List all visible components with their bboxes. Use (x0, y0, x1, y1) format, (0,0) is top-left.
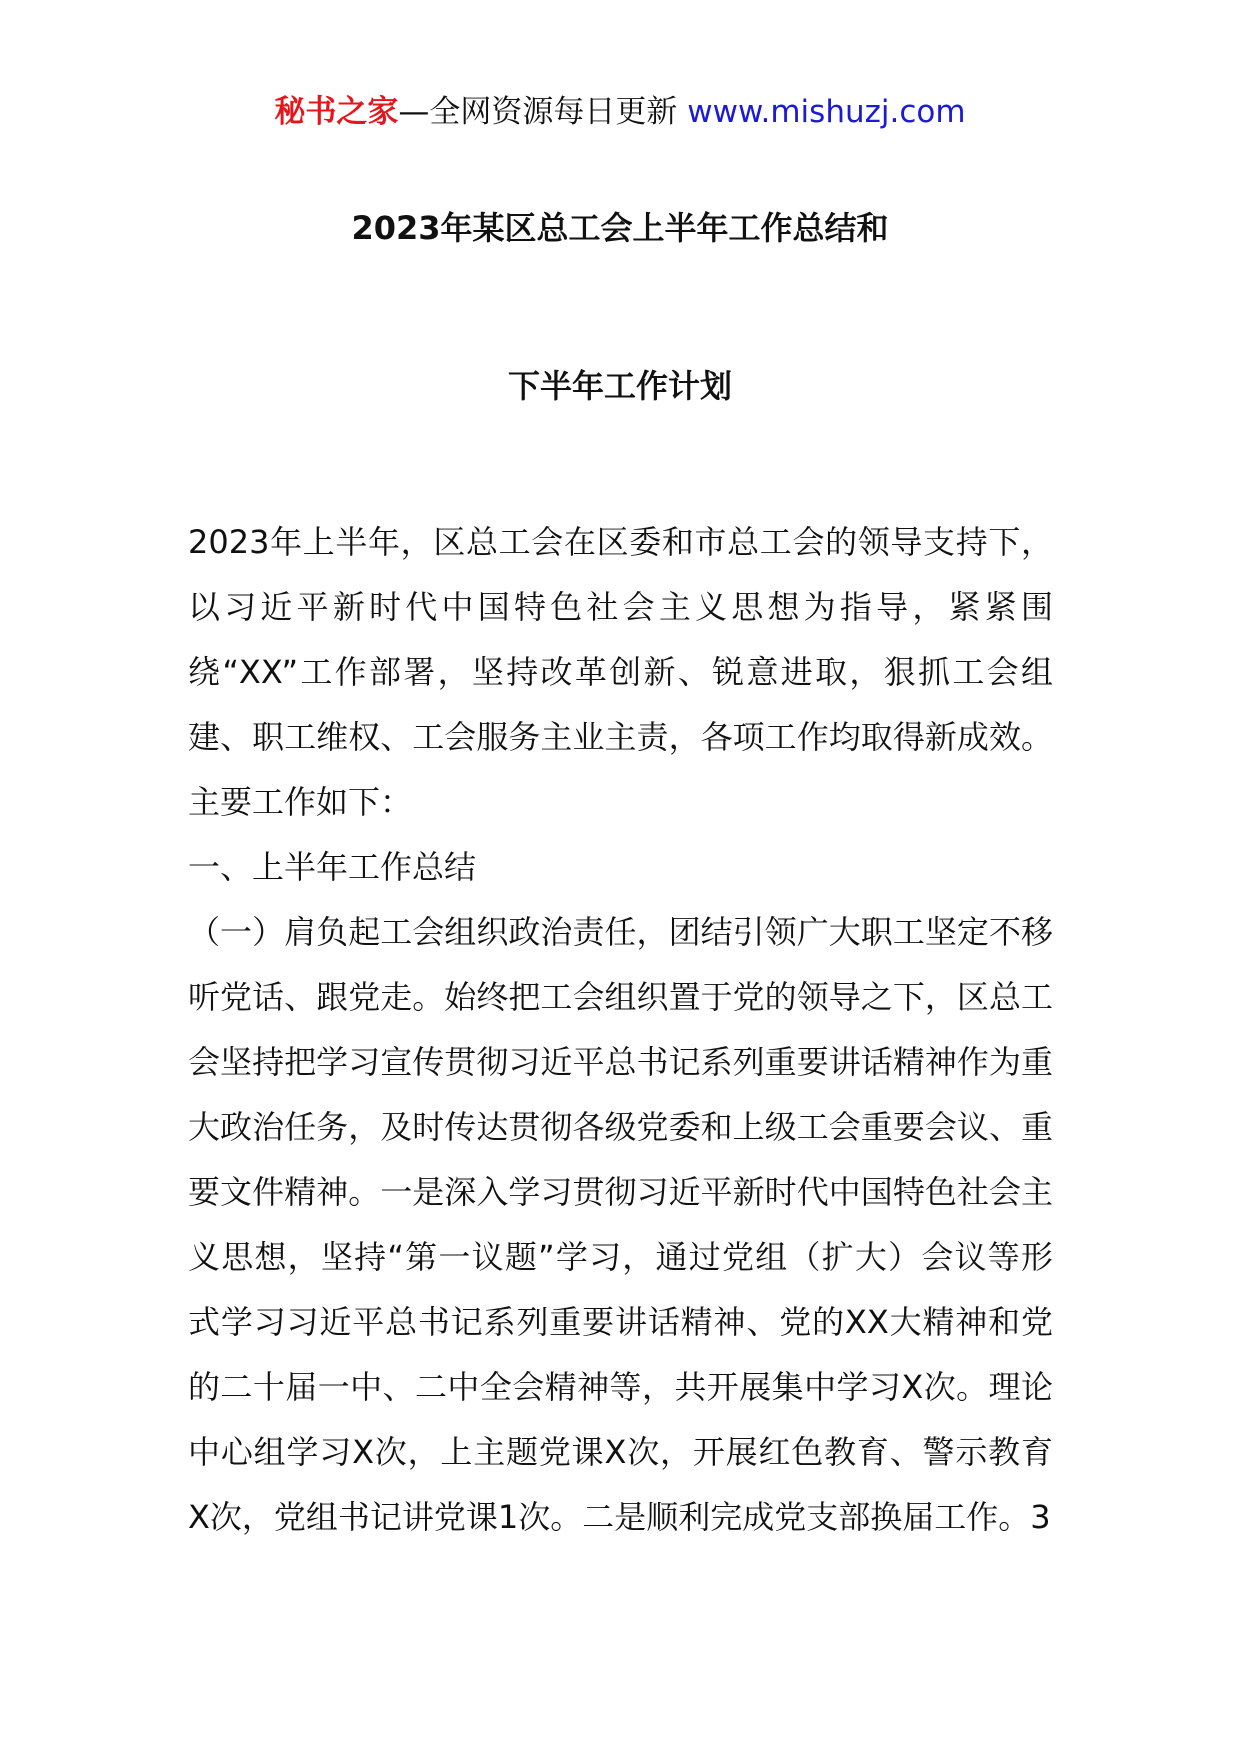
document-body (188, 510, 1053, 1550)
header-slogan: —全网资源每日更新 (398, 94, 688, 130)
site-url-link[interactable]: www.mishuzj.com (687, 94, 966, 130)
section-heading: 一、上半年工作总结 (188, 848, 477, 886)
site-header (0, 92, 1240, 132)
section-paragraph: （一）肩负起工会组织政治责任，团结引领广大职工坚定不移听党话、跟党走。始终把工会组织置于党的领导之下，区总工会坚持把学习宣传贯彻习近平总书记系列重要讲话精神作为重大政治任务，及时传达贯彻各级党委和上级工会重要会议、重要文件精神。一是深入学习贯彻习近平新时代中国特色社会主义思想，坚持“第一议题”学习，通过党组（扩大）会议等形式学习习近平总书记系列重要讲话精神、党的XX大精神和党的二十届一中、二中全会精神等，共开展集中学习X次。理论中心组学习X次，上主题党课X次，开展红色教育、警示教育X次，党组书记讲党课1次。二是顺利完成党支部换届工作。3 (188, 913, 1053, 1536)
document-title-line-2: 下半年工作计划 (507, 367, 732, 405)
document-title-line-1: 2023年某区总工会上半年工作总结和 (351, 209, 889, 247)
intro-paragraph: 2023年上半年，区总工会在区委和市总工会的领导支持下，以习近平新时代中国特色社会主义思想为指导，紧紧围绕“XX”工作部署，坚持改革创新、锐意进取，狠抓工会组建、职工维权、工会服务主业主责，各项工作均取得新成效。主要工作如下： (188, 523, 1053, 821)
brand-name: 秘书之家 (274, 94, 399, 130)
